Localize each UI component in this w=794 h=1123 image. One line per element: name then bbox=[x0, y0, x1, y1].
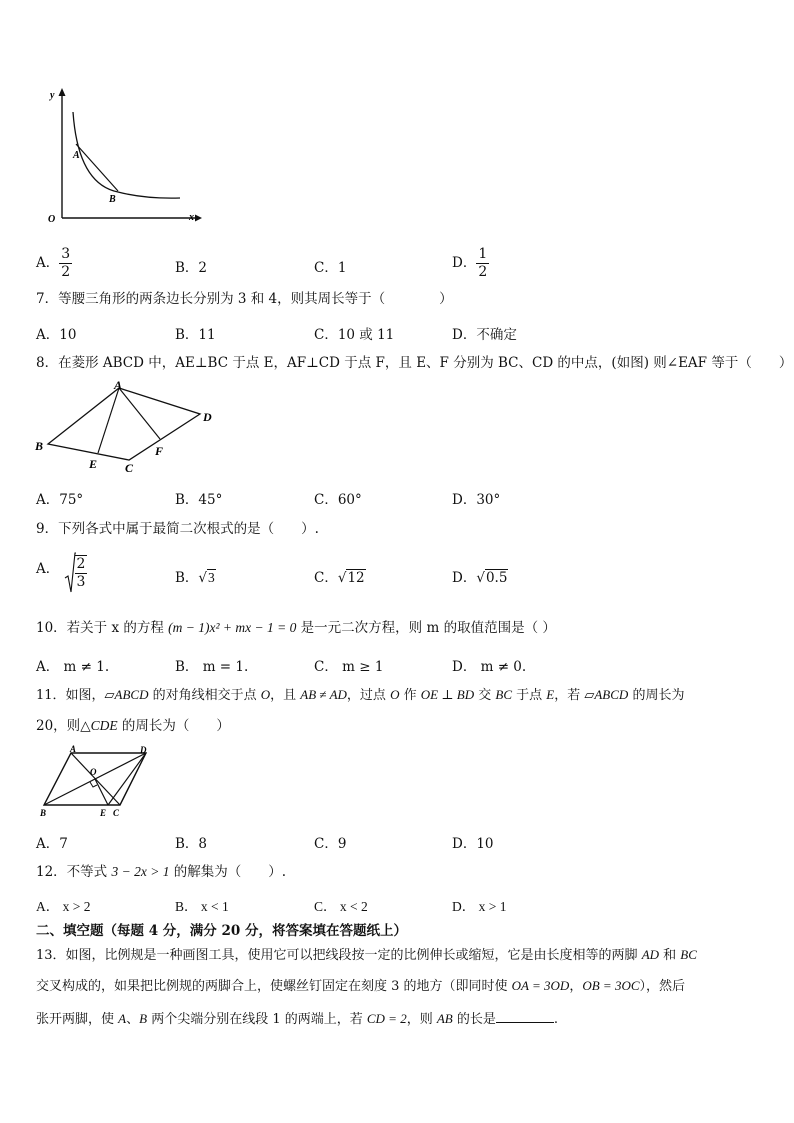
vertex-d-label: D bbox=[140, 745, 147, 755]
q6-option-c[interactable]: C．1 bbox=[314, 260, 347, 276]
answer-blank[interactable] bbox=[496, 1010, 554, 1023]
hyperbola-figure bbox=[40, 84, 205, 230]
q10-option-c[interactable]: C． m ≥ 1 bbox=[314, 659, 384, 675]
q8-option-b[interactable]: B．45° bbox=[175, 492, 223, 508]
q13-line3: 张开两脚，使 A、B 两个尖端分别在线段 1 的两端上，若 CD = 2，则 AB 的长是 . bbox=[36, 1011, 559, 1027]
vertex-b-label: B bbox=[35, 439, 44, 453]
q7-option-a[interactable]: A．10 bbox=[36, 327, 77, 343]
q12-option-b[interactable]: B． x < 1 bbox=[175, 899, 229, 914]
vertex-b-label: B bbox=[40, 808, 47, 818]
section-heading: 二、填空题（每题 4 分，满分 20 分，将答案填在答题纸上） bbox=[36, 923, 407, 939]
q11-option-c[interactable]: C．9 bbox=[314, 836, 347, 852]
q9-option-c[interactable]: C．√12 bbox=[314, 570, 365, 586]
vertex-c-label: C bbox=[113, 808, 120, 818]
q8-option-c[interactable]: C．60° bbox=[314, 492, 362, 508]
q9-option-a[interactable]: A． $\frac{2}{3}$ bbox=[36, 552, 87, 594]
q7-option-b[interactable]: B．11 bbox=[175, 327, 216, 343]
sqrt-sign: √ bbox=[198, 570, 208, 586]
q6-option-b[interactable]: B．2 bbox=[175, 260, 208, 276]
q6-option-a[interactable]: A． $\frac{3}{2}$ bbox=[36, 246, 71, 280]
q10-equation: (m − 1)x² + mx − 1 = 0 bbox=[168, 620, 297, 635]
point-e-label: E bbox=[100, 808, 107, 818]
x-axis-label: x bbox=[189, 212, 194, 223]
q8-option-d[interactable]: D．30° bbox=[452, 492, 501, 508]
rhombus-figure bbox=[30, 380, 230, 480]
q11-option-b[interactable]: B．8 bbox=[175, 836, 208, 852]
q7-stem: 7．等腰三角形的两条边长分别为 3 和 4，则其周长等于（ ） bbox=[36, 291, 453, 307]
vertex-a-label: A bbox=[70, 744, 77, 754]
q8-stem: 8．在菱形 ABCD 中，AE⊥BC 于点 E，AF⊥CD 于点 F，且 E、F 分别为 BC、CD 的中点，(如图) 则∠EAF 等于（ ） bbox=[36, 355, 793, 371]
vertex-a-label: A bbox=[114, 380, 123, 392]
q6-option-d[interactable]: D． $\frac{1}{2}$ bbox=[452, 246, 488, 280]
q12-stem: 12．不等式 3 − 2x > 1 的解集为（ ）. bbox=[36, 864, 287, 880]
parallelogram-figure bbox=[38, 744, 158, 820]
sqrt-sign: √ bbox=[476, 570, 485, 586]
q13-line2: 交叉构成的，如果把比例规的两脚合上，使螺丝钉固定在刻度 3 的地方（即同时使 OA = 3OD，OB = 3OC），然后 bbox=[36, 978, 686, 994]
y-axis-label: y bbox=[50, 90, 55, 101]
sqrt-sign: √ bbox=[337, 570, 347, 586]
fraction: $\frac{1}{2}$ bbox=[478, 246, 488, 280]
q12-option-d[interactable]: D． x > 1 bbox=[452, 899, 507, 914]
fraction: $\frac{2}{3}$ bbox=[76, 556, 86, 590]
center-o-label: O bbox=[90, 767, 97, 777]
point-a-label: A bbox=[73, 150, 80, 161]
q10-stem: 10．若关于 x 的方程 (m − 1)x² + mx − 1 = 0 是一元二次方程，则 m 的取值范围是（ ） bbox=[36, 620, 556, 636]
origin-label: O bbox=[48, 214, 56, 225]
vertex-d-label: D bbox=[203, 410, 212, 424]
q11-option-d[interactable]: D．10 bbox=[452, 836, 494, 852]
point-f-label: F bbox=[155, 444, 164, 458]
point-b-label: B bbox=[109, 194, 116, 205]
q9-option-d[interactable]: D．√0.5 bbox=[452, 570, 508, 586]
fraction: $\frac{3}{2}$ bbox=[61, 246, 71, 280]
vertex-c-label: C bbox=[125, 461, 134, 475]
q12-option-a[interactable]: A． x > 2 bbox=[36, 899, 91, 914]
q11-stem-line2: 20，则△CDE 的周长为（ ） bbox=[36, 718, 230, 734]
q7-option-c[interactable]: C．10 或 11 bbox=[314, 327, 395, 343]
point-e-label: E bbox=[89, 457, 98, 471]
q10-option-b[interactable]: B． m = 1. bbox=[175, 659, 249, 675]
q7-option-d[interactable]: D．不确定 bbox=[452, 327, 517, 343]
q9-stem: 9．下列各式中属于最简二次根式的是（ ）. bbox=[36, 521, 319, 537]
q11-stem-line1: 11．如图，▱ABCD 的对角线相交于点 O，且 AB ≠ AD，过点 O 作 OE ⊥ BD 交 BC 于点 E，若 ▱ABCD 的周长为 bbox=[36, 687, 685, 703]
q11-option-a[interactable]: A．7 bbox=[36, 836, 68, 852]
q9-option-b[interactable]: B．√3 bbox=[175, 570, 215, 586]
q10-option-d[interactable]: D． m ≠ 0. bbox=[452, 659, 527, 675]
q10-option-a[interactable]: A． m ≠ 1. bbox=[36, 659, 110, 675]
q8-option-a[interactable]: A．75° bbox=[36, 492, 84, 508]
q13-line1: 13．如图，比例规是一种画图工具，使用它可以把线段按一定的比例伸长或缩短，它是由长度相等的两脚 AD 和 BC bbox=[36, 947, 697, 963]
q12-option-c[interactable]: C． x < 2 bbox=[314, 899, 368, 914]
